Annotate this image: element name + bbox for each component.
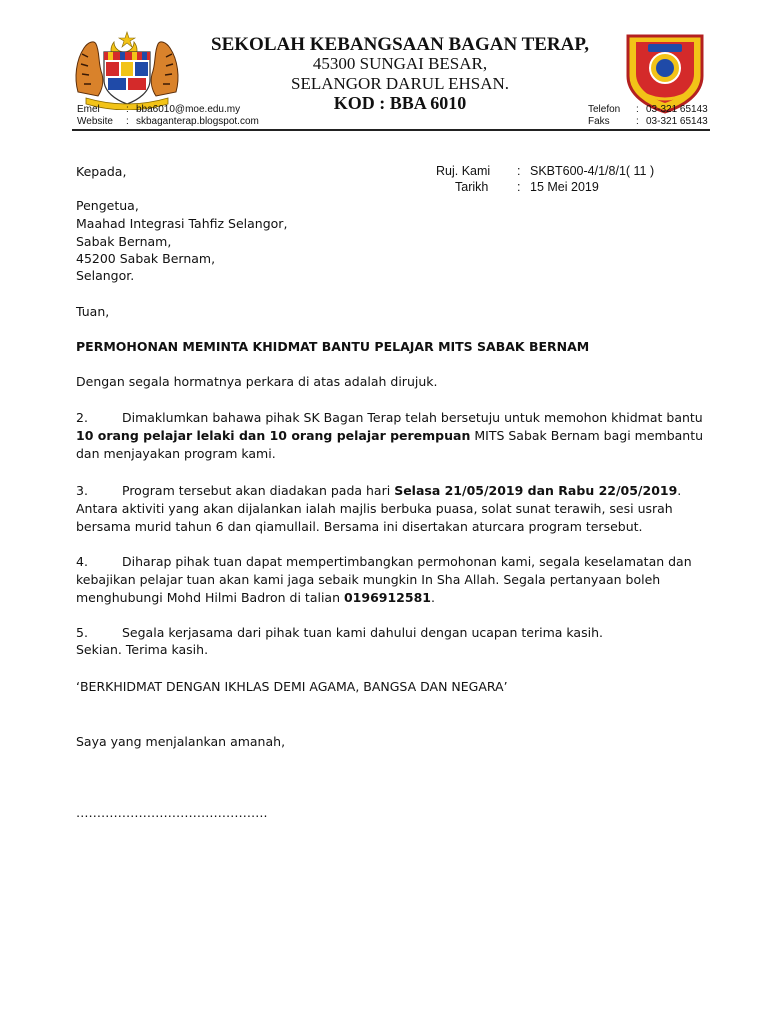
school-code: KOD : BBA 6010 [333, 93, 467, 113]
website-separator: : [126, 116, 129, 127]
recipient-line-5: Selangor. [76, 268, 135, 283]
address-line-1: 45300 SUNGAI BESAR, [312, 54, 488, 73]
paragraph-3-number: 3. [76, 483, 88, 498]
school-crest-logo [622, 30, 708, 114]
closing-line: Sekian. Terima kasih. [76, 642, 209, 657]
date-separator: : [517, 180, 521, 194]
address-line-2: SELANGOR DARUL EHSAN. [290, 74, 509, 93]
fax-value: 03-321 65143 [646, 116, 708, 127]
paragraph-4: 4. Diharap pihak tuan dapat mempertimbangkan permohonan kami, segala keselamatan dan kebajikan pelajar tuan akan kami jaga sebaik mungkin In Sha Allah. Segala pertanyaan boleh menghubungi Mohd Hilmi Badron di talian 0196912581. [76, 554, 692, 605]
date-label: Tarikh [455, 180, 489, 194]
ref-separator: : [517, 164, 521, 178]
fax-label: Faks [588, 116, 610, 127]
to-label: Kepada, [76, 164, 127, 179]
recipient-line-1: Pengetua, [76, 198, 139, 213]
phone-label: Telefon [588, 104, 621, 115]
paragraph-3: 3. Program tersebut akan diadakan pada hari Selasa 21/05/2019 dan Rabu 22/05/2019. Antara aktiviti yang akan dijalankan ialah majlis berbuka puasa, solat sunat terawih, sesi usrah bersama murid tahun 6 dan qiamullail. Bersama ini disertakan aturcara program tersebut. [76, 483, 682, 534]
phone-separator: : [636, 104, 639, 115]
email-label: Emel [77, 104, 100, 115]
date-value: 15 Mei 2019 [530, 180, 599, 194]
ref-value: SKBT600-4/1/8/1( 11 ) [530, 164, 655, 178]
paragraph-4-number: 4. [76, 554, 88, 569]
website-label: Website [77, 116, 113, 127]
phone-value: 03-321 65143 [646, 104, 708, 115]
opening-line: Dengan segala hormatnya perkara di atas adalah dirujuk. [76, 374, 438, 389]
paragraph-2: 2. Dimaklumkan bahawa pihak SK Bagan Terap telah bersetuju untuk memohon khidmat bantu 10 orang pelajar lelaki dan 10 orang pelajar perempuan MITS Sabak Bernam bagi membantu dan menjayakan program kami. [76, 410, 704, 461]
school-name: SEKOLAH KEBANGSAAN BAGAN TERAP, [211, 34, 589, 55]
motto: ‘BERKHIDMAT DENGAN IKHLAS DEMI AGAMA, BANGSA DAN NEGARA’ [76, 679, 508, 694]
recipient-line-2: Maahad Integrasi Tahfiz Selangor, [76, 216, 288, 231]
sign-off: Saya yang menjalankan amanah, [76, 734, 286, 749]
signature-line: ………………………………………. [76, 805, 268, 820]
recipient-line-4: 45200 Sabak Bernam, [76, 251, 216, 266]
salutation: Tuan, [76, 304, 110, 319]
paragraph-2-number: 2. [76, 410, 88, 425]
fax-separator: : [636, 116, 639, 127]
email-separator: : [126, 104, 129, 115]
paragraph-5-number: 5. [76, 625, 88, 640]
header-divider [72, 129, 710, 131]
paragraph-5: 5. Segala kerjasama dari pihak tuan kami dahului dengan ucapan terima kasih. [76, 625, 603, 640]
recipient-line-3: Sabak Bernam, [76, 234, 172, 249]
website-value[interactable]: skbaganterap.blogspot.com [136, 116, 259, 127]
national-crest-logo [72, 30, 182, 110]
letter-subject: PERMOHONAN MEMINTA KHIDMAT BANTU PELAJAR MITS SABAK BERNAM [76, 339, 590, 354]
ref-label: Ruj. Kami [436, 164, 491, 178]
email-value[interactable]: bba6010@moe.edu.my [136, 104, 241, 115]
